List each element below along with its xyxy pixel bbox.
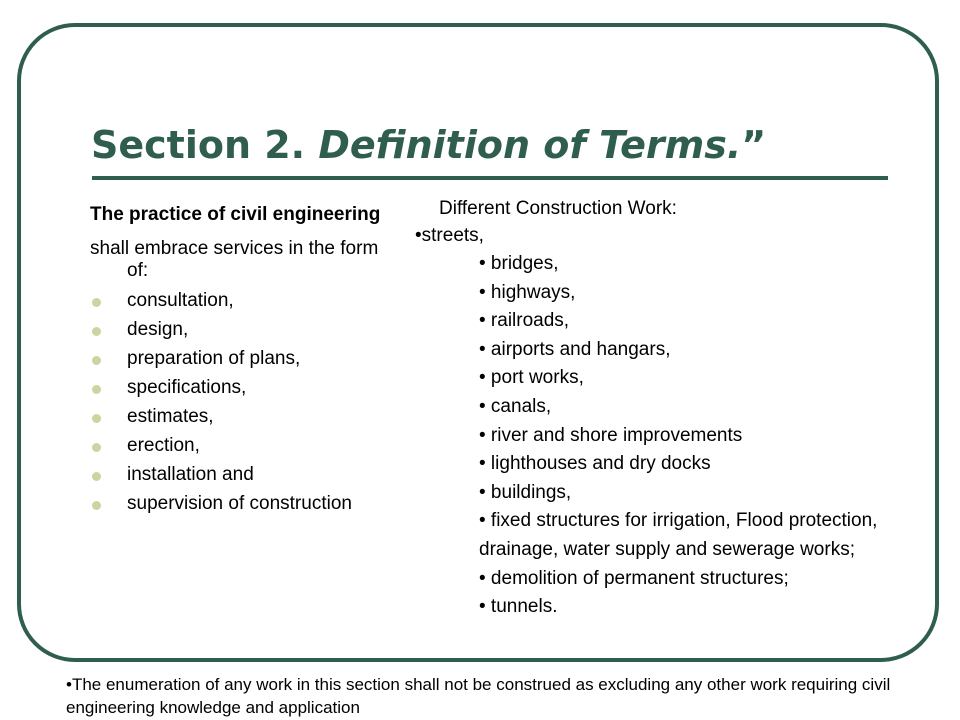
slide-title bbox=[91, 120, 766, 170]
construction-work-item: • tunnels. bbox=[479, 596, 558, 618]
service-item-label: specifications, bbox=[127, 377, 247, 398]
service-item-label: design, bbox=[127, 319, 189, 340]
service-item bbox=[90, 406, 390, 428]
service-item-label: erection, bbox=[127, 435, 200, 456]
bullet-icon bbox=[92, 414, 101, 423]
service-item bbox=[90, 493, 390, 515]
service-item bbox=[90, 464, 390, 486]
construction-work-item: • highways, bbox=[479, 281, 576, 303]
service-item-label: supervision of construction bbox=[127, 493, 352, 514]
services-column bbox=[90, 204, 390, 522]
construction-work-first-item: •streets, bbox=[415, 225, 484, 246]
construction-work-heading: Different Construction Work: bbox=[439, 198, 677, 219]
title-italic: Definition of Terms. bbox=[318, 123, 742, 167]
title-divider bbox=[92, 176, 888, 180]
construction-work-item: • demolition of permanent structures; bbox=[479, 567, 789, 589]
service-item bbox=[90, 348, 390, 370]
construction-work-item: • fixed structures for irrigation, Flood protection, drainage, water supply and sewerage works; bbox=[479, 510, 878, 560]
service-item bbox=[90, 319, 390, 341]
service-item bbox=[90, 290, 390, 312]
bullet-icon bbox=[92, 472, 101, 481]
construction-work-item: • airports and hangars, bbox=[479, 338, 671, 360]
bullet-icon bbox=[92, 443, 101, 452]
service-item-label: preparation of plans, bbox=[127, 348, 301, 369]
construction-work-item: • lighthouses and dry docks bbox=[479, 453, 711, 475]
construction-work-item: • canals, bbox=[479, 395, 552, 417]
bullet-icon bbox=[92, 327, 101, 336]
service-item-label: consultation, bbox=[127, 290, 234, 311]
construction-work-list bbox=[415, 250, 919, 622]
bullet-icon bbox=[92, 501, 101, 510]
title-end: ” bbox=[741, 123, 767, 167]
service-item-label: estimates, bbox=[127, 406, 214, 427]
service-item bbox=[90, 435, 390, 457]
service-item bbox=[90, 377, 390, 399]
construction-work-item: • port works, bbox=[479, 367, 584, 389]
service-item-label: installation and bbox=[127, 464, 254, 485]
services-intro: shall embrace services in the form of: bbox=[90, 238, 379, 281]
footnote: •The enumeration of any work in this section shall not be construed as excluding any other work requiring civil engineering knowledge and application bbox=[66, 675, 891, 717]
construction-work-item: • buildings, bbox=[479, 481, 572, 503]
services-heading: The practice of civil engineering bbox=[90, 204, 381, 225]
bullet-icon bbox=[92, 298, 101, 307]
construction-work-item: • railroads, bbox=[479, 310, 570, 332]
title-main: Section 2. bbox=[91, 123, 319, 167]
bullet-icon bbox=[92, 385, 101, 394]
construction-work-column bbox=[415, 196, 935, 622]
bullet-icon bbox=[92, 356, 101, 365]
construction-work-item: • bridges, bbox=[479, 253, 559, 274]
construction-work-item: • river and shore improvements bbox=[479, 424, 743, 446]
services-list bbox=[90, 290, 390, 515]
